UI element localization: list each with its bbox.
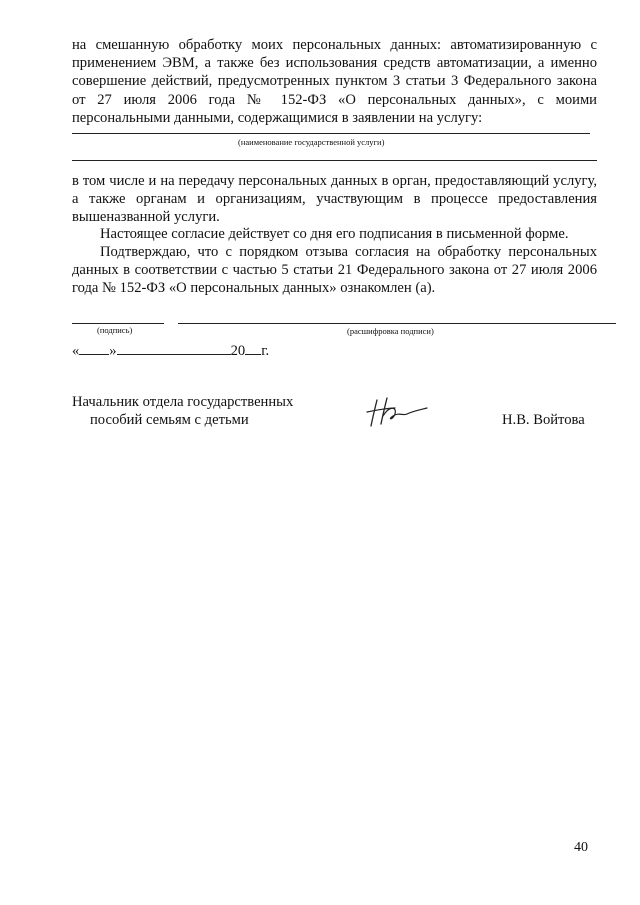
handwritten-signature bbox=[363, 394, 433, 430]
signature-line bbox=[72, 323, 164, 324]
service-name-caption: (наименование государственной услуги) bbox=[238, 137, 385, 147]
signature-decoding-line bbox=[178, 323, 616, 324]
consent-paragraph-validity: Настоящее согласие действует со дня его подписания в письменной форме. bbox=[100, 226, 569, 242]
page-number: 40 bbox=[574, 840, 588, 855]
day-blank bbox=[79, 342, 109, 355]
date-year-prefix: 20 bbox=[230, 343, 246, 359]
signature-decoding-caption: (расшифровка подписи) bbox=[347, 326, 434, 336]
signature-caption: (подпись) bbox=[97, 325, 133, 335]
date-year-suffix: г. bbox=[261, 343, 270, 359]
service-name-line-2 bbox=[72, 160, 597, 161]
month-blank bbox=[117, 342, 231, 355]
consent-paragraph-processing: на смешанную обработку моих персональных данных: автоматизированную с применением ЭВМ, а также без использования средств автоматизации, а именно совершение действий, предусмотренных пунктом 3 статьи 3 Федерального закона от 27 июля 2006 года № 152-ФЗ «О персональных данных», с моими персональными данными, содержащимися в заявлении на услугу: bbox=[72, 37, 597, 126]
official-position-line2: пособий семьям с детьми bbox=[90, 412, 249, 428]
year-blank bbox=[245, 342, 261, 355]
official-name: Н.В. Войтова bbox=[502, 412, 585, 428]
official-position bbox=[72, 393, 293, 429]
service-name-line bbox=[72, 133, 590, 134]
official-position-line1: Начальник отдела государственных bbox=[72, 394, 294, 410]
consent-paragraph-transfer: в том числе и на передачу персональных данных в орган, предоставляющий услугу, а также органам и организациям, участвующим в процессе предоставления вышеназванной услуги. bbox=[72, 173, 597, 226]
date-open-quote: « bbox=[72, 343, 80, 359]
date-close-quote: » bbox=[109, 343, 117, 359]
date-line bbox=[72, 342, 269, 360]
consent-paragraph-revocation: Подтверждаю, что с порядком отзыва согласия на обработку персональных данных в соответствии с частью 5 статьи 21 Федерального закона от 27 июля 2006 года № 152-ФЗ «О персональных данных» ознакомлен (а). bbox=[72, 244, 597, 297]
